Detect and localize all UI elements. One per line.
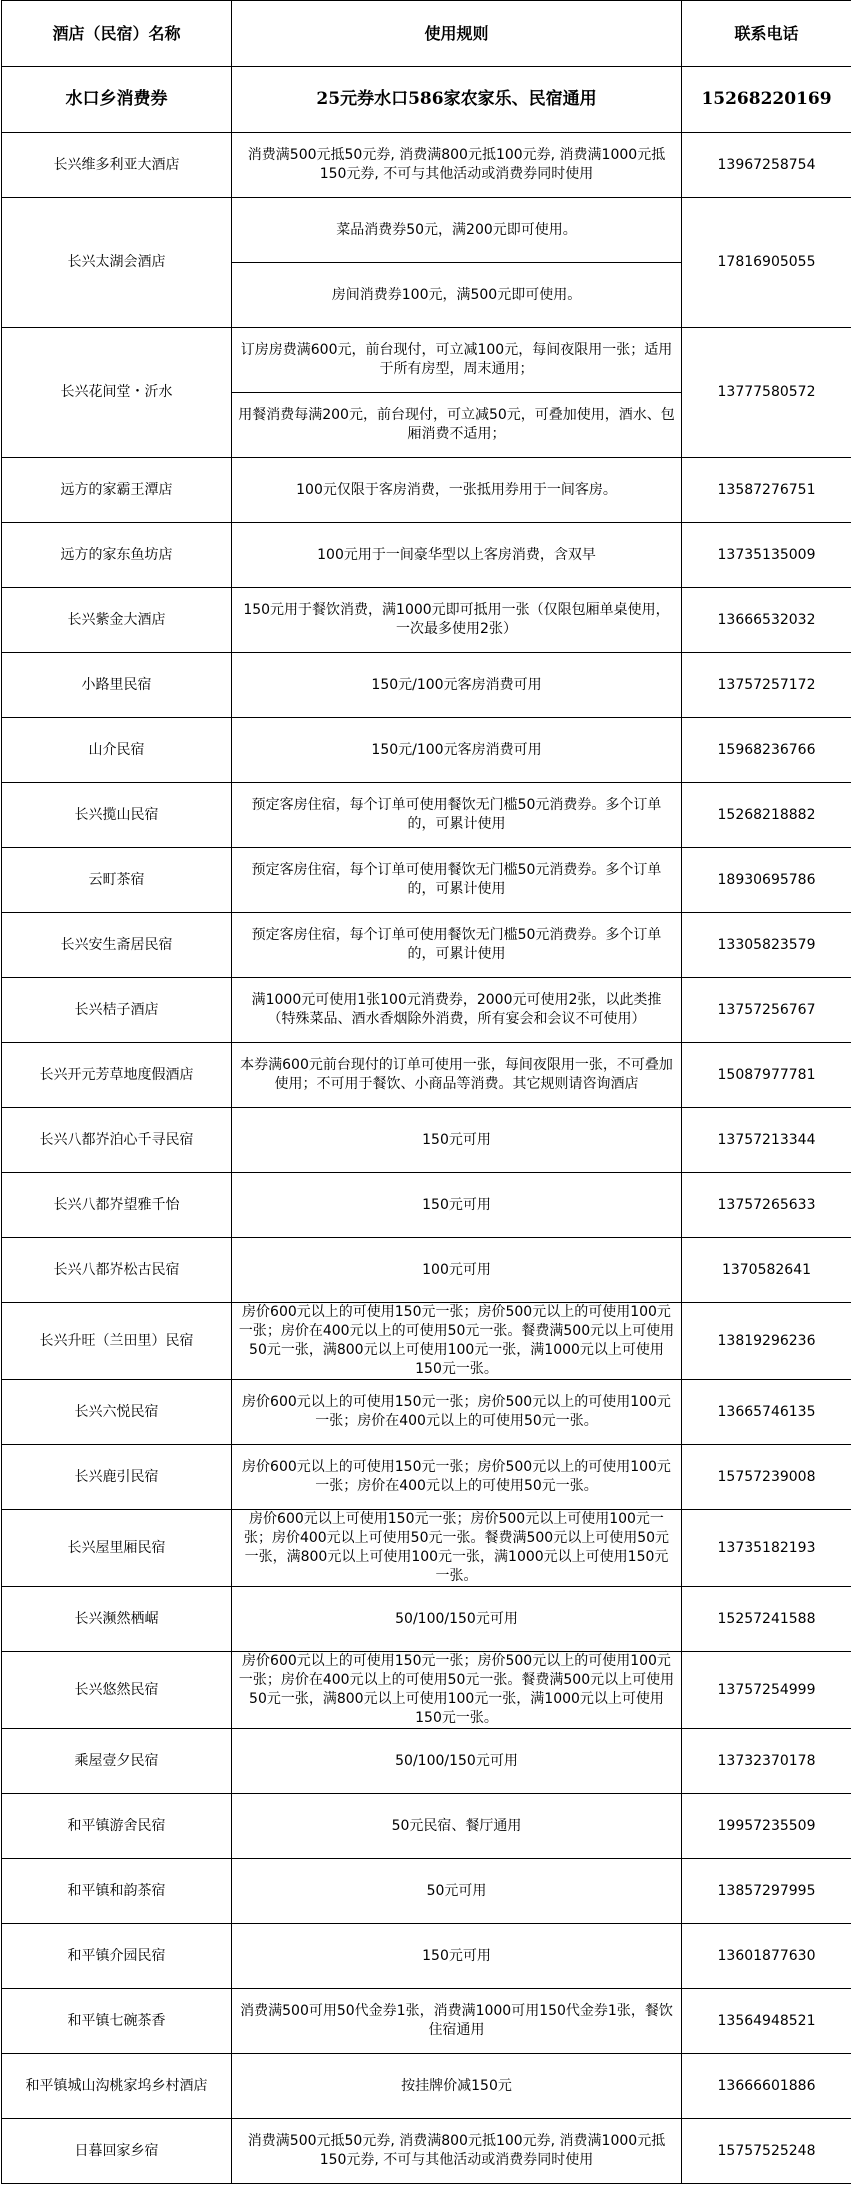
phone-number: 13732370178 xyxy=(682,1729,851,1794)
hotel-name: 长兴桔子酒店 xyxy=(2,978,232,1043)
voucher-table xyxy=(1,0,851,2184)
phone-number: 19957235509 xyxy=(682,1794,851,1859)
usage-rule: 预定客房住宿，每个订单可使用餐饮无门槛50元消费券。多个订单的，可累计使用 xyxy=(232,848,682,913)
usage-rule: 150元可用 xyxy=(232,1108,682,1173)
phone-number: 13757213344 xyxy=(682,1108,851,1173)
usage-rule: 100元仅限于客房消费，一张抵用券用于一间客房。 xyxy=(232,458,682,523)
hotel-name: 长兴花间堂・沂水 xyxy=(2,328,232,458)
hotel-name: 和平镇七碗茶香 xyxy=(2,1989,232,2054)
usage-rule: 消费满500可用50代金券1张，消费满1000可用150代金券1张，餐饮住宿通用 xyxy=(232,1989,682,2054)
phone-number: 13587276751 xyxy=(682,458,851,523)
column-header-phone: 联系电话 xyxy=(682,1,851,67)
hotel-name: 长兴屋里厢民宿 xyxy=(2,1510,232,1587)
phone-number: 18930695786 xyxy=(682,848,851,913)
usage-rule: 150元/100元客房消费可用 xyxy=(232,718,682,783)
phone-number: 15968236766 xyxy=(682,718,851,783)
hotel-name: 日暮回家乡宿 xyxy=(2,2119,232,2184)
usage-rule: 满1000元可使用1张100元消费券，2000元可使用2张，以此类推（特殊菜品、酒水香烟除外消费，所有宴会和会议不可使用） xyxy=(232,978,682,1043)
phone-number: 13757254999 xyxy=(682,1652,851,1729)
table-row xyxy=(2,1652,851,1729)
phone-number: 13666601886 xyxy=(682,2054,851,2119)
hotel-name: 和平镇介园民宿 xyxy=(2,1924,232,1989)
table-row xyxy=(2,1859,851,1924)
usage-rule: 房价600元以上的可使用150元一张；房价500元以上的可使用100元一张；房价在400元以上的可使用50元一张。 xyxy=(232,1445,682,1510)
hotel-name: 长兴开元芳草地度假酒店 xyxy=(2,1043,232,1108)
highlight-rule: 25元券水口586家农家乐、民宿通用 xyxy=(232,67,682,133)
phone-number: 15268218882 xyxy=(682,783,851,848)
phone-number: 13601877630 xyxy=(682,1924,851,1989)
phone-number: 13757256767 xyxy=(682,978,851,1043)
highlight-phone: 15268220169 xyxy=(682,67,851,133)
table-row xyxy=(2,1729,851,1794)
usage-rule: 50/100/150元可用 xyxy=(232,1729,682,1794)
phone-number: 13665746135 xyxy=(682,1380,851,1445)
table-row xyxy=(2,1173,851,1238)
hotel-name: 长兴鹿引民宿 xyxy=(2,1445,232,1510)
table-row xyxy=(2,588,851,653)
hotel-name: 长兴升旺（兰田里）民宿 xyxy=(2,1303,232,1380)
usage-rule: 消费满500元抵50元券, 消费满800元抵100元券, 消费满1000元抵150元券, 不可与其他活动或消费券同时使用 xyxy=(232,2119,682,2184)
table-row xyxy=(2,523,851,588)
table-row xyxy=(2,1380,851,1445)
column-header-rule: 使用规则 xyxy=(232,1,682,67)
hotel-name: 长兴八都岕望雅千怡 xyxy=(2,1173,232,1238)
hotel-name: 山介民宿 xyxy=(2,718,232,783)
usage-rule: 150元可用 xyxy=(232,1173,682,1238)
phone-number: 15257241588 xyxy=(682,1587,851,1652)
phone-number: 13857297995 xyxy=(682,1859,851,1924)
usage-rule: 预定客房住宿，每个订单可使用餐饮无门槛50元消费券。多个订单的，可累计使用 xyxy=(232,913,682,978)
hotel-name: 长兴悠然民宿 xyxy=(2,1652,232,1729)
usage-rule: 房价600元以上的可使用150元一张；房价500元以上的可使用100元一张；房价在400元以上的可使用50元一张。餐费满500元以上可使用50元一张，满800元以上可使用100元一张，满1000元以上可使用150元一张。 xyxy=(232,1652,682,1729)
usage-rule: 菜品消费券50元，满200元即可使用。 xyxy=(232,198,682,263)
table-row xyxy=(2,1445,851,1510)
table-row xyxy=(2,133,851,198)
hotel-name: 长兴六悦民宿 xyxy=(2,1380,232,1445)
table-row xyxy=(2,848,851,913)
table-row xyxy=(2,328,851,393)
highlight-name: 水口乡消费券 xyxy=(2,67,232,133)
phone-number: 13735135009 xyxy=(682,523,851,588)
hotel-name: 和平镇城山沟桃家坞乡村酒店 xyxy=(2,2054,232,2119)
hotel-name: 长兴八都岕松古民宿 xyxy=(2,1238,232,1303)
phone-number: 13735182193 xyxy=(682,1510,851,1587)
usage-rule: 50元民宿、餐厅通用 xyxy=(232,1794,682,1859)
hotel-name: 和平镇游舍民宿 xyxy=(2,1794,232,1859)
phone-number: 13819296236 xyxy=(682,1303,851,1380)
usage-rule: 本券满600元前台现付的订单可使用一张，每间夜限用一张，不可叠加使用；不可用于餐饮、小商品等消费。其它规则请咨询酒店 xyxy=(232,1043,682,1108)
hotel-name: 长兴揽山民宿 xyxy=(2,783,232,848)
usage-rule: 按挂牌价减150元 xyxy=(232,2054,682,2119)
table-row xyxy=(2,1924,851,1989)
hotel-name: 和平镇和韵茶宿 xyxy=(2,1859,232,1924)
usage-rule: 150元/100元客房消费可用 xyxy=(232,653,682,718)
usage-rule: 订房房费满600元，前台现付，可立减100元，每间夜限用一张；适用于所有房型，周末通用； xyxy=(232,328,682,393)
usage-rule: 消费满500元抵50元券, 消费满800元抵100元券, 消费满1000元抵150元券, 不可与其他活动或消费券同时使用 xyxy=(232,133,682,198)
hotel-name: 小路里民宿 xyxy=(2,653,232,718)
table-row xyxy=(2,718,851,783)
table-row xyxy=(2,458,851,523)
phone-number: 13757265633 xyxy=(682,1173,851,1238)
column-header-name: 酒店（民宿）名称 xyxy=(2,1,232,67)
usage-rule: 150元用于餐饮消费，满1000元即可抵用一张（仅限包厢单桌使用，一次最多使用2张） xyxy=(232,588,682,653)
usage-rule: 100元用于一间豪华型以上客房消费，含双早 xyxy=(232,523,682,588)
phone-number: 13564948521 xyxy=(682,1989,851,2054)
table-row xyxy=(2,1303,851,1380)
phone-number: 1370582641 xyxy=(682,1238,851,1303)
table-row xyxy=(2,2119,851,2184)
phone-number: 13757257172 xyxy=(682,653,851,718)
table-row xyxy=(2,978,851,1043)
usage-rule: 房价600元以上可使用150元一张；房价500元以上可使用100元一张；房价400元以上可使用50元一张。餐费满500元以上可使用50元一张，满800元以上可使用100元一张，满1000元以上可使用150元一张。 xyxy=(232,1510,682,1587)
table-row xyxy=(2,198,851,263)
table-row xyxy=(2,1794,851,1859)
phone-number: 13305823579 xyxy=(682,913,851,978)
usage-rule: 预定客房住宿，每个订单可使用餐饮无门槛50元消费券。多个订单的，可累计使用 xyxy=(232,783,682,848)
phone-number: 13777580572 xyxy=(682,328,851,458)
usage-rule: 50元可用 xyxy=(232,1859,682,1924)
hotel-name: 乘屋壹夕民宿 xyxy=(2,1729,232,1794)
table-row xyxy=(2,1510,851,1587)
table-row xyxy=(2,2054,851,2119)
usage-rule: 50/100/150元可用 xyxy=(232,1587,682,1652)
usage-rule: 房间消费券100元，满500元即可使用。 xyxy=(232,263,682,328)
usage-rule: 房价600元以上的可使用150元一张；房价500元以上的可使用100元一张；房价在400元以上的可使用50元一张。 xyxy=(232,1380,682,1445)
table-row xyxy=(2,783,851,848)
hotel-name: 长兴安生斋居民宿 xyxy=(2,913,232,978)
table-row xyxy=(2,653,851,718)
phone-number: 15757525248 xyxy=(682,2119,851,2184)
header-row xyxy=(2,1,851,67)
phone-number: 13967258754 xyxy=(682,133,851,198)
highlight-row xyxy=(2,67,851,133)
table-row xyxy=(2,913,851,978)
phone-number: 15087977781 xyxy=(682,1043,851,1108)
phone-number: 17816905055 xyxy=(682,198,851,328)
hotel-name: 长兴维多利亚大酒店 xyxy=(2,133,232,198)
table-row xyxy=(2,1989,851,2054)
phone-number: 13666532032 xyxy=(682,588,851,653)
hotel-name: 长兴紫金大酒店 xyxy=(2,588,232,653)
hotel-name: 云町茶宿 xyxy=(2,848,232,913)
table-row xyxy=(2,1108,851,1173)
hotel-name: 长兴濒然栖崌 xyxy=(2,1587,232,1652)
usage-rule: 用餐消费每满200元，前台现付，可立减50元，可叠加使用，酒水、包厢消费不适用； xyxy=(232,393,682,458)
usage-rule: 房价600元以上的可使用150元一张；房价500元以上的可使用100元一张；房价在400元以上的可使用50元一张。餐费满500元以上可使用50元一张，满800元以上可使用100元一张，满1000元以上可使用150元一张。 xyxy=(232,1303,682,1380)
table-row xyxy=(2,1043,851,1108)
table-row xyxy=(2,1238,851,1303)
usage-rule: 150元可用 xyxy=(232,1924,682,1989)
hotel-name: 长兴太湖会酒店 xyxy=(2,198,232,328)
hotel-name: 长兴八都岕泊心千寻民宿 xyxy=(2,1108,232,1173)
usage-rule: 100元可用 xyxy=(232,1238,682,1303)
hotel-name: 远方的家霸王潭店 xyxy=(2,458,232,523)
phone-number: 15757239008 xyxy=(682,1445,851,1510)
hotel-name: 远方的家东鱼坊店 xyxy=(2,523,232,588)
table-row xyxy=(2,1587,851,1652)
